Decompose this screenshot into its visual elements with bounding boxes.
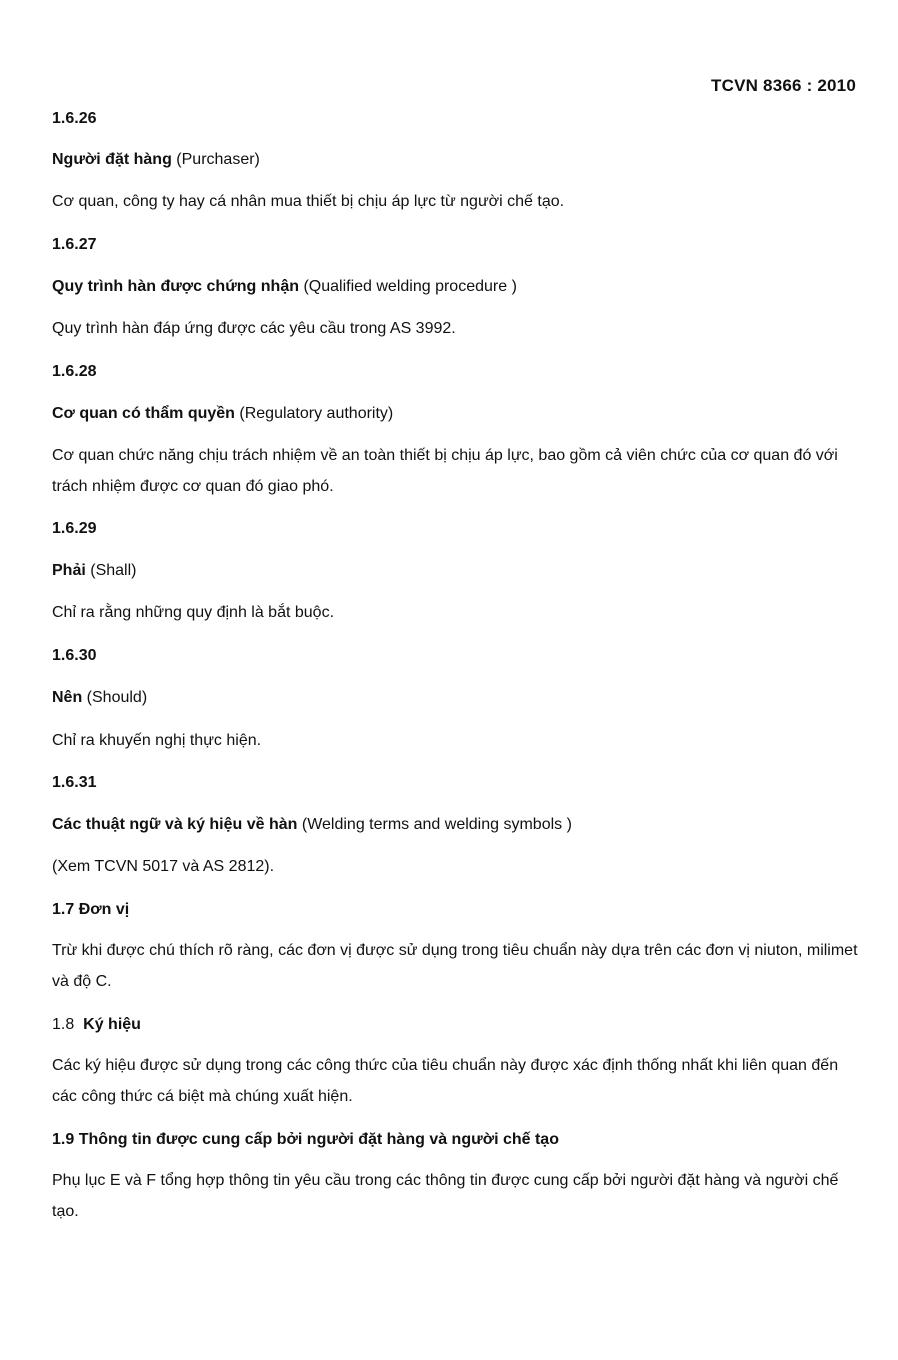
- term-definition: Cơ quan, công ty hay cá nhân mua thiết bị chịu áp lực từ người chế tạo.: [52, 193, 565, 210]
- section-number: 1.8: [52, 1016, 75, 1033]
- term-definition: (Xem TCVN 5017 và AS 2812).: [52, 858, 275, 875]
- term-vi: Các thuật ngữ và ký hiệu về hàn: [52, 816, 298, 833]
- section-number: 1.9: [52, 1131, 75, 1148]
- term-en: (Purchaser): [171, 151, 260, 168]
- section-heading: [52, 1124, 858, 1155]
- section-number: 1.7: [52, 901, 75, 918]
- section-heading: [52, 1009, 858, 1040]
- term-definition: Cơ quan chức năng chịu trách nhiệm về an toàn thiết bị chịu áp lực, bao gồm cả viên chức của cơ quan đó với trách nhiệm được cơ quan đó giao phó.: [52, 447, 838, 495]
- term-heading: [52, 555, 858, 586]
- term-en: (Shall): [85, 562, 137, 579]
- section-title: Thông tin được cung cấp bởi người đặt hàng và người chế tạo: [78, 1131, 559, 1148]
- term-heading: [52, 144, 858, 175]
- term-en: (Should): [82, 689, 148, 706]
- term-heading: [52, 809, 858, 840]
- section-text: Các ký hiệu được sử dụng trong các công thức của tiêu chuẩn này được xác định thống nhất khi liên quan đến các công thức cá biệt mà chúng xuất hiện.: [52, 1057, 839, 1105]
- clause-number: 1.6.30: [52, 647, 97, 664]
- clause-number: 1.6.29: [52, 520, 97, 537]
- term-en: (Welding terms and welding symbols ): [297, 816, 572, 833]
- term-vi: Cơ quan có thẩm quyền: [52, 405, 235, 422]
- term-vi: Nên: [52, 689, 83, 706]
- standard-code: TCVN 8366 : 2010: [711, 76, 856, 95]
- term-en: (Regulatory authority): [234, 405, 394, 422]
- clause-number: 1.6.27: [52, 236, 97, 253]
- clause-number: 1.6.31: [52, 774, 97, 791]
- clause-number: 1.6.26: [52, 110, 97, 127]
- term-en: (Qualified welding procedure ): [299, 278, 517, 295]
- section-title: Đơn vị: [78, 901, 130, 918]
- term-vi: Phải: [52, 562, 86, 579]
- term-definition: Chỉ ra khuyến nghị thực hiện.: [52, 732, 262, 749]
- term-definition: Chỉ ra rằng những quy định là bắt buộc.: [52, 604, 335, 621]
- term-vi: Người đặt hàng: [52, 151, 172, 168]
- section-title: Ký hiệu: [83, 1016, 141, 1033]
- term-heading: [52, 271, 858, 302]
- section-text: Trừ khi được chú thích rõ ràng, các đơn vị được sử dụng trong tiêu chuẩn này dựa trên các đơn vị niuton, milimet và độ C.: [52, 942, 858, 990]
- term-heading: [52, 682, 858, 713]
- term-heading: [52, 398, 858, 429]
- section-text: Phụ lục E và F tổng hợp thông tin yêu cầu trong các thông tin được cung cấp bởi người đặt hàng và người chế tạo.: [52, 1172, 839, 1220]
- section-heading: [52, 894, 858, 925]
- term-vi: Quy trình hàn được chứng nhận: [52, 278, 299, 295]
- clause-number: 1.6.28: [52, 363, 97, 380]
- term-definition: Quy trình hàn đáp ứng được các yêu cầu trong AS 3992.: [52, 320, 456, 337]
